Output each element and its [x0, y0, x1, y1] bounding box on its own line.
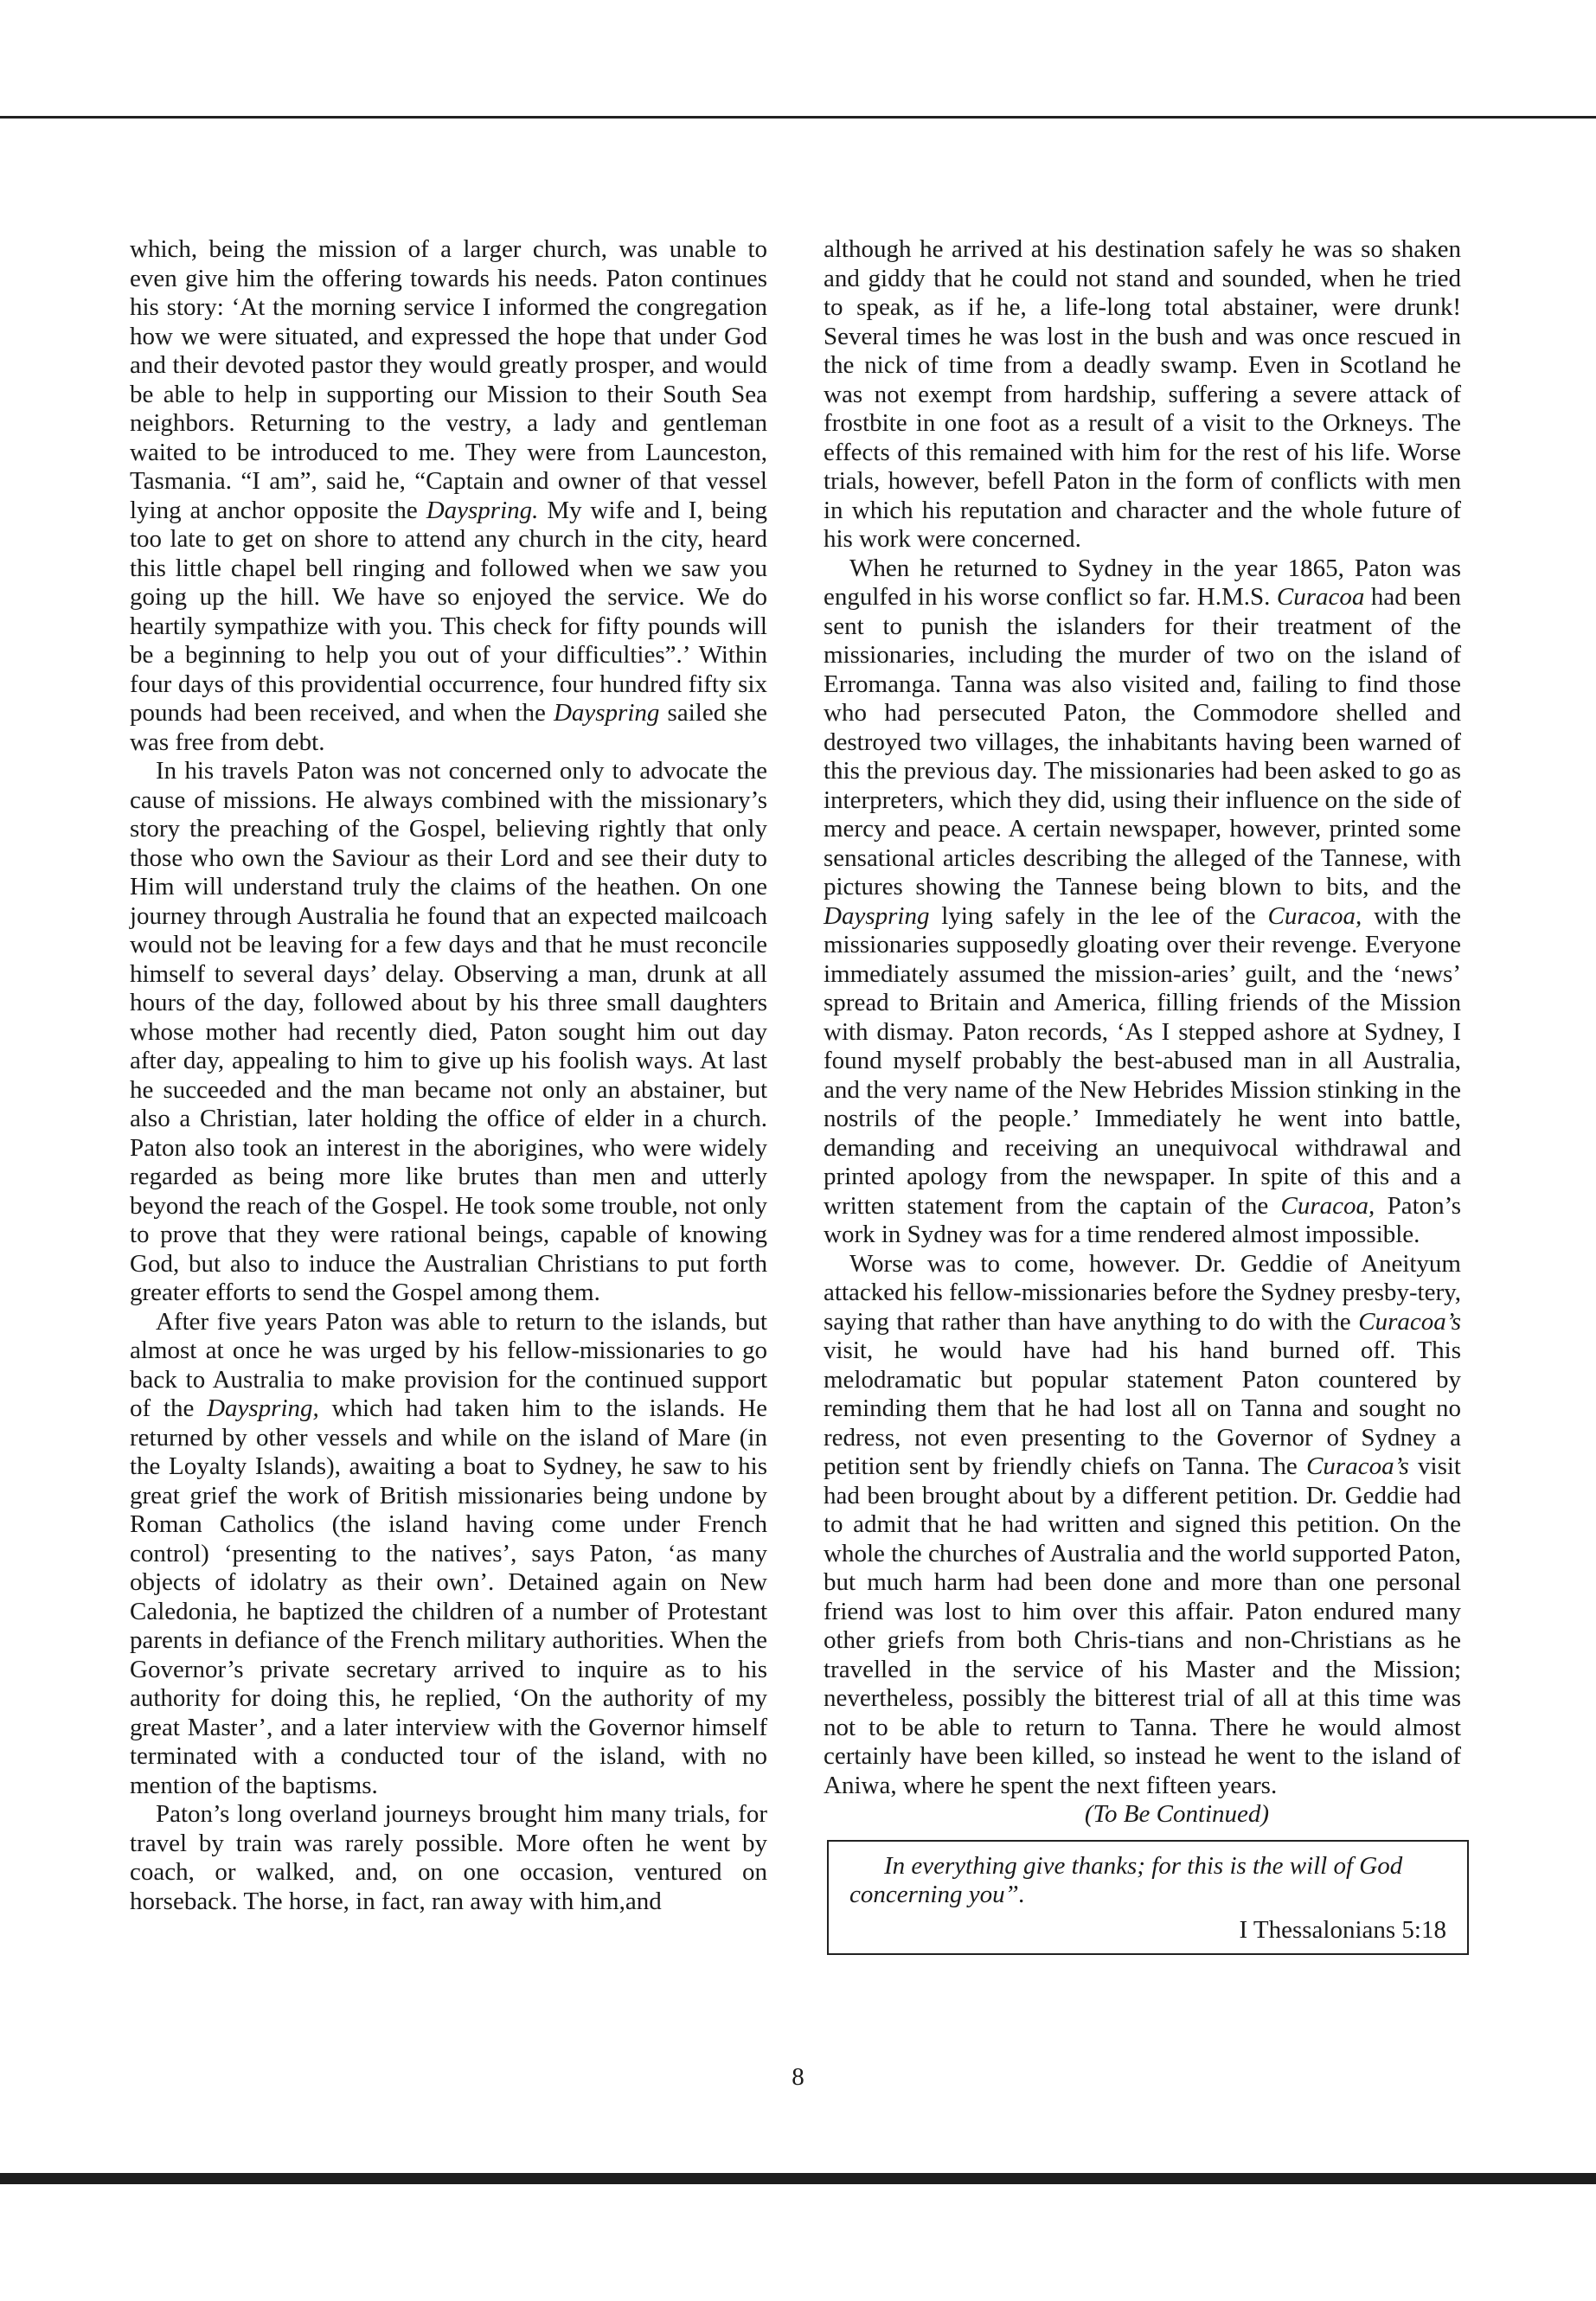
ship-name: Dayspring: [824, 901, 930, 930]
paragraph: which, being the mission of a larger church, was unable to even give him the offering towards his needs. Paton continues his story: ‘At the morning service I informed the congregation how we were situated, and expressed the hope that under God and their devoted pastor they would greatly prosper, and would be able to help in supporting our Mission to their South Sea neighbors. Returning to the vestry, a lady and gentleman waited to be introduced to me. They were from Launceston, Tasmania. “I am”, said he, “Captain and owner of that vessel lying at anchor opposite the Dayspring. My wife and I, being too late to get on shore to attend any church in the city, heard this little chapel bell ringing and followed when we saw you going up the hill. We have so enjoyed the service. We do heartily sympathize with you. This check for fifty pounds will be a beginning to help you out of your difficulties”.’ Within four days of this providential occurrence, four hundred fifty six pounds had been received, and when the Dayspring sailed she was free from debt.: [130, 235, 767, 756]
to-be-continued: (To Be Continued): [1084, 1800, 1270, 1828]
ship-name: Curacoa,: [1280, 1191, 1375, 1220]
paragraph: In his travels Paton was not concerned only to advocate the cause of missions. He always combined with the missionary’s story the preaching of the Gospel, believing rightly that only those who own the Saviour as their Lord and see their duty to Him will understand truly the claims of the heathen. On one journey through Australia he found that an expected mailcoach would not be leaving for a few days and that he must reconcile himself to several days’ delay. Observing a man, drunk at all hours of the day, followed about by his three small daughters whose mother had recently died, Paton sought him out day after day, appealing to him to give up his foolish ways. At last he succeeded and the man became not only an abstainer, but also a Christian, later holding the office of elder in a church. Paton also took an interest in the aborigines, who were widely regarded as being more like brutes than men and utterly beyond the reach of the Gospel. He took some trouble, not only to prove that they were rational beings, capable of knowing God, but also to induce the Australian Christians to put forth greater efforts to send the Gospel among them.: [130, 757, 767, 1306]
paragraph: Paton’s long overland journeys brought him many trials, for travel by train was rarely possible. More often he went by coach, or walked, and, on one occasion, ventured on horseback. The horse, in fact, ran away with him,and: [130, 1800, 767, 1915]
ship-name: Dayspring.: [426, 496, 539, 524]
bottom-rule: [0, 2173, 1596, 2184]
ship-name: Curacoa’s: [1358, 1307, 1461, 1336]
ship-name: Dayspring,: [207, 1394, 319, 1422]
left-column: [130, 235, 767, 1916]
scripture-verse-box: [827, 1840, 1469, 1955]
ship-name: Curacoa: [1276, 583, 1365, 611]
ship-name: Curacoa’s: [1306, 1452, 1409, 1480]
ship-name: Curacoa,: [1267, 901, 1362, 930]
paragraph: After five years Paton was able to return to the islands, but almost at once he was urged by his fellow-missionaries to go back to Australia to make provision for the continued support of the Dayspring, which had taken him to the islands. He returned by other vessels and while on the island of Mare (in the Loyalty Islands), awaiting a boat to Sydney, he saw to his great grief the work of British missionaries being undone by Roman Catholics (the island having come under French control) ‘presenting to the natives’, says Paton, ‘as many objects of idolatry as their own’. Detained again on New Caledonia, he baptized the children of a number of Protestant parents in defiance of the French military authorities. When the Governor’s private secretary arrived to inquire as to his authority for doing this, he replied, ‘On the authority of my great Master’, and a later interview with the Governor himself terminated with a conducted tour of the island, with no mention of the baptisms.: [130, 1307, 767, 1799]
verse-reference: I Thessalonians 5:18: [1239, 1915, 1446, 1944]
page-number: 8: [792, 2063, 804, 2091]
ship-name: Dayspring: [553, 699, 660, 727]
paragraph: although he arrived at his destination safely he was so shaken and giddy that he could not stand and sounded, when he tried to speak, as if he, a life-long total abstainer, were drunk! Several times he was lost in the bush and was once rescued in the nick of time from a deadly swamp. Even in Scotland he was not exempt from hardship, suffering a severe attack of frostbite in one foot as a result of a visit to the Orkneys. The effects of this remained with him for the rest of his life. Worse trials, however, befell Paton in the form of conflicts with men in which his reputation and character and the whole future of his work were concerned.: [824, 235, 1461, 553]
paragraph: When he returned to Sydney in the year 1865, Paton was engulfed in his worse conflict so far. H.M.S. Curacoa had been sent to punish the islanders for their treatment of the missionaries, including the murder of two on the island of Erromanga. Tanna was also visited and, failing to find those who had persecuted Paton, the Commodore shelled and destroyed two villages, the inhabitants having been warned of this the previous day. The missionaries had been asked to go as interpreters, which they did, using their influence on the side of mercy and peace. A certain newspaper, however, printed some sensational articles describing the alleged of the Tannese, with pictures showing the Tannese being blown to bits, and the Dayspring lying safely in the lee of the Curacoa, with the missionaries supposedly gloating over their revenge. Everyone immediately assumed the mission-aries’ guilt, and the ‘news’ spread to Britain and America, filling friends of the Mission with dismay. Paton records, ‘As I stepped ashore at Sydney, I found myself probably the best-abused man in all Australia, and the very name of the New Hebrides Mission stinking in the nostrils of the people.’ Immediately he went into battle, demanding and receiving an unequivocal withdrawal and printed apology from the newspaper. In spite of this and a written statement from the captain of the Curacoa, Paton’s work in Sydney was for a time rendered almost impossible.: [824, 554, 1462, 1248]
verse-text: In everything give thanks; for this is the will of God concerning you”.: [849, 1851, 1403, 1908]
top-rule: [0, 116, 1596, 119]
paragraph: Worse was to come, however. Dr. Geddie of Aneityum attacked his fellow-missionaries before the Sydney presby-tery, saying that rather than have anything to do with the Curacoa’s visit, he would have had his hand burned off. This melodramatic but popular statement Paton countered by reminding them that he had lost all on Tanna and sought no redress, not even presenting to the Governor of Sydney a petition sent by friendly chiefs on Tanna. The Curacoa’s visit had been brought about by a different petition. Dr. Geddie had to admit that he had written and signed this petition. On the whole the churches of Australia and the world supported Paton, but much harm had been done and more than one personal friend was lost to him over this affair. Paton endured many other griefs from both Chris-tians and non-Christians as he travelled in the service of his Master and the Mission; nevertheless, possibly the bitterest trial of all at this time was not to be able to return to Tanna. There he would almost certainly have been killed, so instead he went to the island of Aniwa, where he spent the next fifteen years.: [824, 1249, 1461, 1799]
right-column: [824, 235, 1461, 1955]
